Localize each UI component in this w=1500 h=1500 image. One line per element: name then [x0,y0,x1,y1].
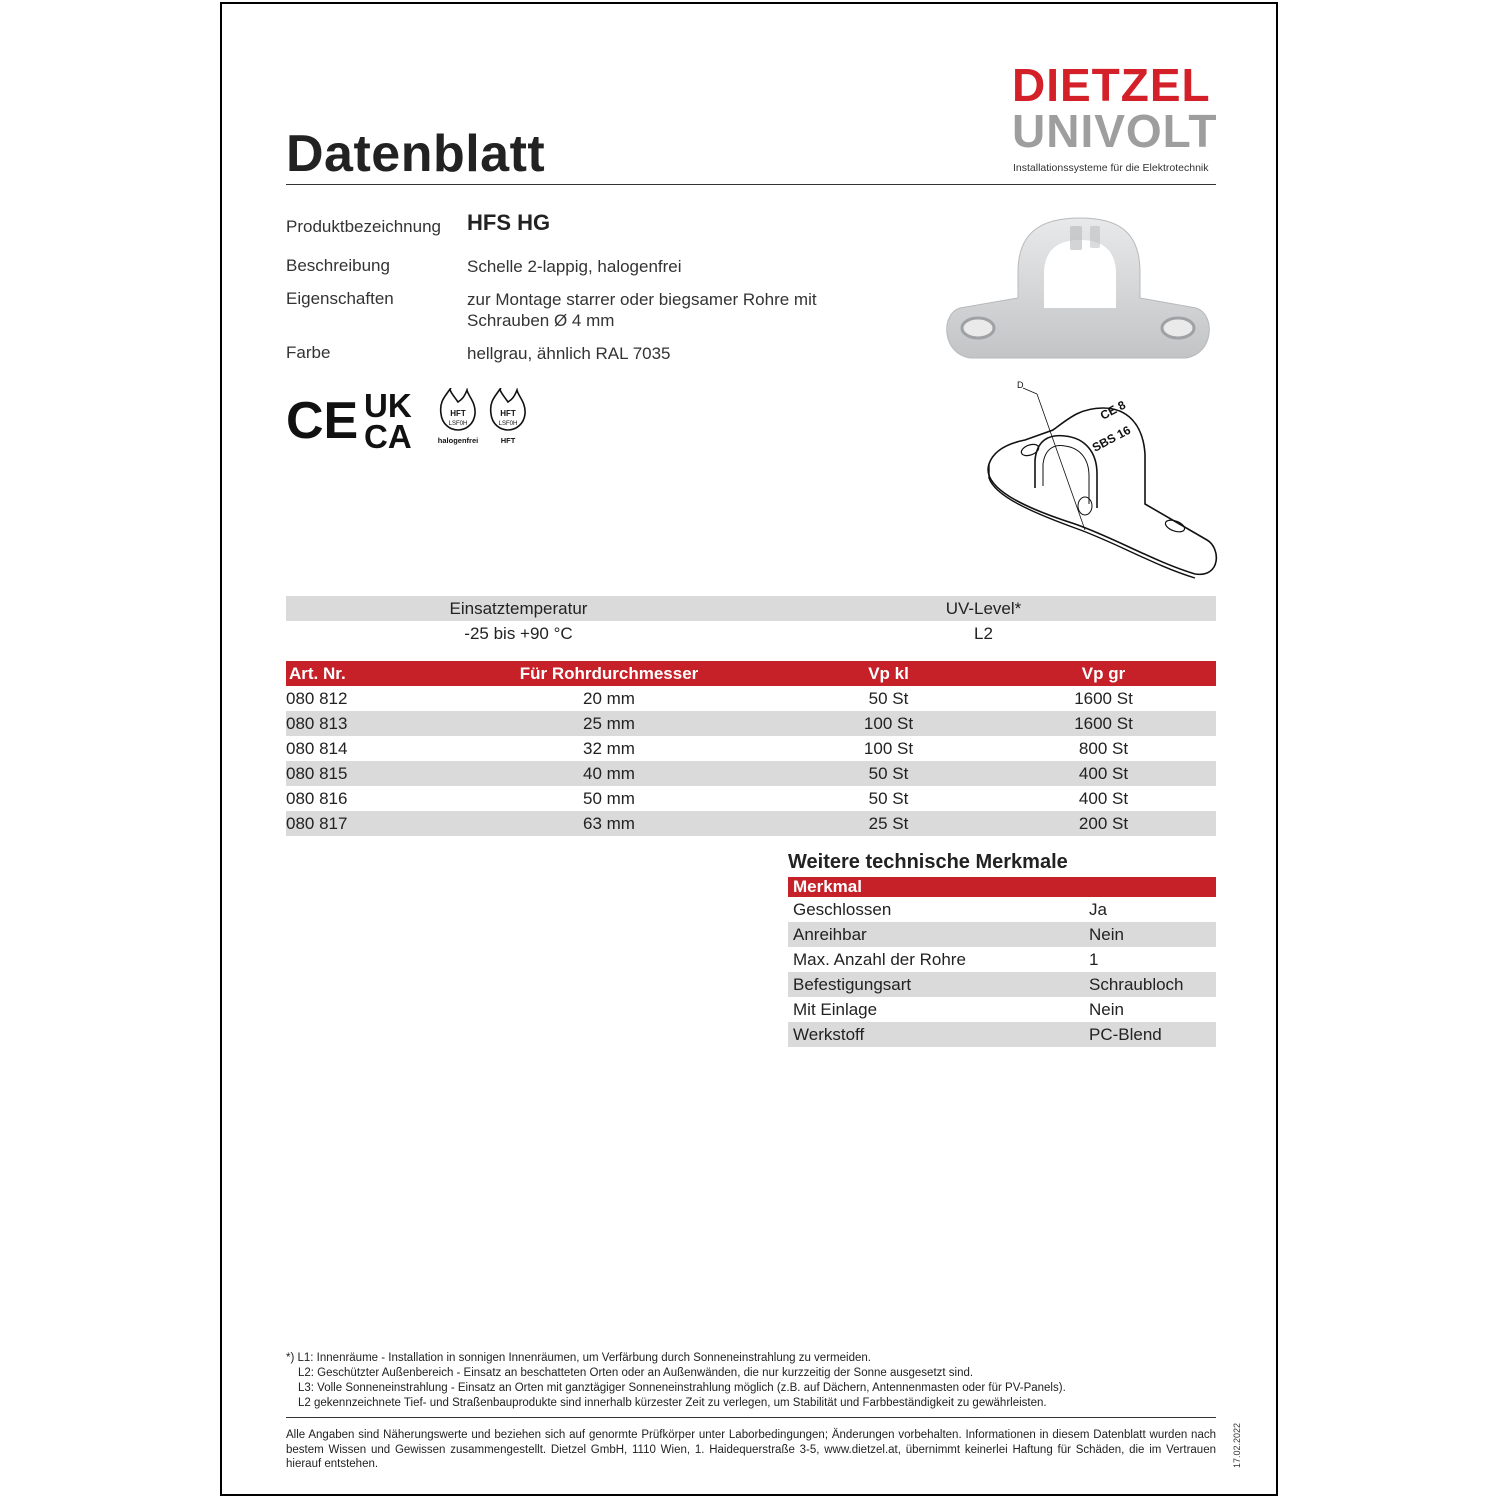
feature-value: Ja [1089,900,1107,919]
ce-mark: CE [286,392,359,450]
certification-marks [286,388,546,452]
description-label: Beschreibung [286,256,390,275]
color-value: hellgrau, ähnlich RAL 7035 [467,344,671,363]
article-diameter: 25 mm [583,714,635,733]
flame-halogenfree-icon [438,388,478,445]
feature-value: Nein [1089,925,1124,944]
usage-header-row [286,596,1216,621]
table-row [286,761,1216,786]
ukca-mark-bottom: CA [364,418,412,452]
header-divider [286,184,1216,185]
feature-name: Mit Einlage [793,1000,878,1019]
feature-value: PC-Blend [1089,1025,1162,1044]
color-label: Farbe [286,343,331,362]
properties-value: zur Montage starrer oder biegsamer Rohre mit Schrauben Ø 4 mm [467,290,817,330]
product-name-value: HFS HG [467,210,551,235]
svg-text:HFT: HFT [450,409,466,418]
article-diameter: 20 mm [583,689,635,708]
article-number: 080 814 [286,739,348,758]
feature-name: Max. Anzahl der Rohre [793,950,966,969]
svg-text:LSF0H: LSF0H [448,421,468,427]
footnote-l2: L2: Geschützter Außenbereich - Einsatz an beschatteten Orten oder an Außenwänden, die nur kurzzeitig der Sonne ausgesetzt sind. [298,1367,974,1379]
document-date-text: 17.02.2022 [1232,1422,1242,1468]
brand-tagline: Installationssysteme für die Elektrotechnik [1013,162,1209,174]
list-item [788,1022,1216,1047]
article-number: 080 815 [286,764,348,783]
drawing-marking-sbs: SBS 16 [1089,422,1133,455]
article-vpgr: 800 St [1078,739,1129,758]
article-vpgr: 1600 St [1074,714,1133,733]
article-vpgr: 400 St [1078,789,1129,808]
svg-text:HFT: HFT [500,409,516,418]
table-row [286,711,1216,736]
articles-header-artnr: Art. Nr. [289,664,346,683]
svg-text:LSF0H: LSF0H [498,421,518,427]
usage-uv-header: UV-Level* [945,599,1022,618]
article-vpgr: 1600 St [1074,689,1133,708]
list-item [788,997,1216,1022]
page-title: Datenblatt [286,125,546,183]
articles-header-vpkl: Vp kl [868,664,909,683]
svg-text:HFT: HFT [500,436,516,445]
footnote-l3: L3: Volle Sonneneinstrahlung - Einsatz an Orten mit ganztägiger Sonneneinstrahlung möglich (z.B. auf Dächern, Antennenmasten oder für PV-Panels). [298,1382,1066,1394]
feature-value: Schraubloch [1089,975,1184,994]
article-vpkl: 100 St [863,714,914,733]
table-row [286,736,1216,761]
flame-hft-icon [491,388,525,445]
list-item [788,972,1216,997]
usage-temperature-value: -25 bis +90 °C [464,624,573,643]
product-name-label: Produktbezeichnung [286,217,442,236]
article-vpkl: 50 St [868,689,909,708]
article-vpkl: 100 St [863,739,914,758]
table-row [286,686,1216,711]
usage-temperature-header: Einsatztemperatur [449,599,588,618]
article-number: 080 812 [286,689,348,708]
feature-name: Anreihbar [793,925,867,944]
features-header-row [788,877,1216,897]
feature-name: Werkstoff [793,1025,865,1044]
list-item [788,897,1216,922]
legal-disclaimer: Alle Angaben sind Näherungswerte und beziehen sich auf genormte Prüfkörper unter Laborbedingungen; Änderungen vorbehalten. Informationen in diesem Datenblatt wurden nach bestem Wissen und Gewissen zusammengestellt. Dietzel GmbH, 1110 Wien, 1. Haidequerstraße 3-5, www.dietzel.at, übernimmt keinerlei Haftung für Schäden, die im Vertrauen hierauf entstehen. [286,1429,1216,1471]
product-photo [940,212,1216,372]
feature-value: Nein [1089,1000,1124,1019]
feature-value: 1 [1089,950,1099,969]
ukca-mark-top: UK [364,388,412,424]
feature-name: Geschlossen [793,900,892,919]
usage-uv-value: L2 [974,624,993,643]
footnote-l2-note: L2 gekennzeichnete Tief- und Straßenbauprodukte sind innerhalb kürzester Zeit zu verlegen, um Stabilität und Farbbeständigkeit zu gewährleisten. [298,1397,1047,1409]
properties-label: Eigenschaften [286,289,394,308]
article-diameter: 63 mm [583,814,635,833]
technical-drawing [985,378,1219,582]
list-item [788,922,1216,947]
table-row [286,786,1216,811]
article-diameter: 40 mm [583,764,635,783]
articles-header-diameter: Für Rohrdurchmesser [519,664,699,683]
svg-text:halogenfrei: halogenfrei [437,436,479,445]
dimension-label: D [1017,380,1024,390]
article-vpkl: 50 St [868,789,909,808]
table-row [286,811,1216,836]
article-diameter: 50 mm [583,789,635,808]
list-item [788,947,1216,972]
article-vpgr: 400 St [1078,764,1129,783]
feature-name: Befestigungsart [793,975,912,994]
article-number: 080 813 [286,714,348,733]
document-date [1232,1420,1246,1470]
features-title: Weitere technische Merkmale [788,851,1068,873]
articles-header-vpgr: Vp gr [1081,664,1126,683]
usage-value-row [286,621,1216,646]
article-vpkl: 50 St [868,764,909,783]
brand-logo-dietzel: DIETZEL [1012,59,1211,111]
footer-divider [286,1417,1216,1418]
footnote-l1: *) L1: Innenräume - Installation in sonnigen Innenräumen, um Verfärbung durch Sonneneinstrahlung zu vermeiden. [286,1352,871,1364]
article-number: 080 816 [286,789,348,808]
articles-header-row [286,661,1216,686]
article-diameter: 32 mm [583,739,635,758]
brand-logo-univolt: UNIVOLT [1012,105,1218,157]
drawing-marking-ce: CE 8 [1097,397,1128,423]
article-vpgr: 200 St [1078,814,1129,833]
features-header-label: Merkmal [793,877,862,896]
article-number: 080 817 [286,814,348,833]
description-value: Schelle 2-lappig, halogenfrei [467,257,682,276]
article-vpkl: 25 St [868,814,909,833]
